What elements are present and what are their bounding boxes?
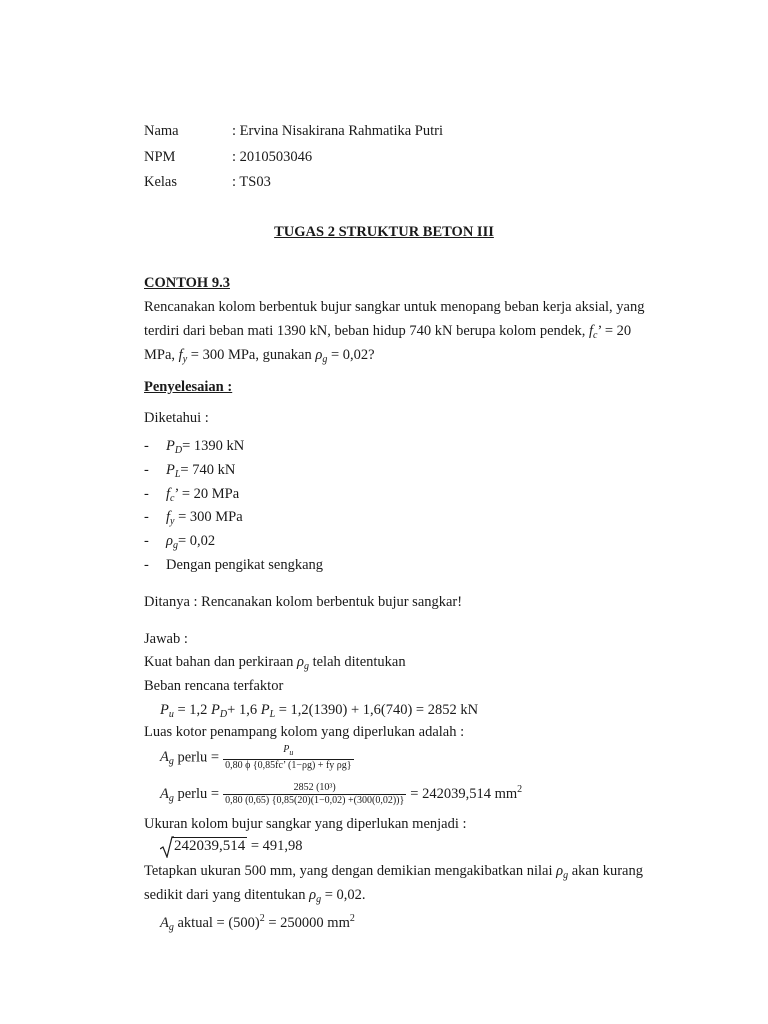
npm-label: NPM <box>144 149 176 165</box>
document-title: TUGAS 2 STRUKTUR BETON III <box>274 224 494 240</box>
problem-line-1 <box>144 298 645 318</box>
given-value: Dengan pengikat sengkang <box>166 556 324 573</box>
answer-text: telah ditentukan <box>308 654 406 670</box>
answer-line-3: Luas kotor penampang kolom yang diperlukan adalah : <box>144 724 465 740</box>
problem-text: = 300 MPa, gunakan <box>187 347 316 363</box>
given-value: = 300 MPa <box>174 509 243 526</box>
given-item <box>166 532 215 553</box>
equation-result: = 242039,514 mm <box>410 785 518 802</box>
bullet-dash: - <box>144 556 149 573</box>
problem-text: terdiri dari beban mati 1390 kN, beban hidup 740 kN berupa kolom pendek, <box>144 323 589 339</box>
problem-line-3 <box>144 346 375 367</box>
equation-ag-numeric: $A_g$ perlu = $\frac{\text{2852 (10³)}}{0,80 (0,65) \{0,85(20)(1-0,02) +(300(0,02))\}}$ = 242039,514 $mm^2$ <box>160 782 523 806</box>
bullet-dash: - <box>144 461 149 478</box>
given-heading: Diketahui : <box>144 410 209 426</box>
given-subscript: D <box>174 445 183 456</box>
equation-factored-load: $P_u = 1,2$ $P_D+ 1,6$ $P_L = 1,2(1390) + 1,6(740) = 2852$ kN <box>160 702 479 720</box>
answer-text: = 0,02. <box>321 887 366 903</box>
fraction: $\frac{P_u}{\text{0,80 ϕ \{0,85fc’ (1−ρg) + fy ρg\}}}$ <box>225 744 352 771</box>
equation-result: = 491,98 <box>247 838 303 854</box>
given-symbol: ρ <box>166 533 173 550</box>
kelas-value: : TS03 <box>232 174 271 190</box>
fc-symbol: $f_c$ <box>588 323 598 341</box>
answer-line-2: Beban rencana terfaktor <box>144 678 284 694</box>
given-value: = 0,02 <box>177 533 216 550</box>
bullet-dash: - <box>144 533 149 550</box>
sqrt-expression <box>160 836 247 857</box>
fraction-denominator: 0,80 ϕ {0,85fc’ (1−ρg) + fy ρg} <box>225 760 352 771</box>
answer-text: Tetapkan ukuran 500 mm, yang dengan demikian mengakibatkan nilai <box>144 863 557 879</box>
given-value: = 740 kN <box>180 461 236 478</box>
npm-value: : 2010503046 <box>232 149 313 165</box>
equation-sqrt <box>160 836 303 857</box>
equation-ag-required: $A_g$ perlu = $\frac{P_u}{\text{0,80 ϕ \{0,85fc’ (1−ρg) + fy ρg\}}}$ <box>160 744 352 771</box>
fy-symbol: $f_y$ <box>178 347 188 365</box>
given-symbol: P <box>166 461 175 478</box>
answer-text: akan kurang <box>568 863 643 879</box>
given-symbol: P <box>166 438 175 454</box>
given-item <box>166 556 323 576</box>
sqrt-argument: 242039,514 <box>174 838 246 854</box>
equation-result: = 1,2(1390) + 1,6(740) = 2852 kN <box>275 702 479 718</box>
fraction-denominator: 0,80 (0,65) {0,85(20)(1−0,02) +(300(0,02))} <box>225 795 405 806</box>
sqrt-icon <box>160 836 174 858</box>
fraction-numerator: 2852 (10³) <box>223 782 406 795</box>
fraction <box>223 782 406 807</box>
problem-text: Rencanakan kolom berbentuk bujur sangkar untuk menopang beban kerja aksial, yang <box>144 299 645 315</box>
given-item <box>166 485 239 506</box>
rho-g-symbol: $\rho_g$ <box>315 347 328 365</box>
given-item <box>166 461 235 482</box>
answer-line-1 <box>144 653 406 674</box>
answer-line-4: Ukuran kolom bujur sangkar yang diperlukan menjadi : <box>144 816 467 832</box>
given-subscript: g <box>172 540 178 552</box>
answer-text: sedikit dari yang ditentukan <box>144 887 310 903</box>
rho-g-symbol: $\rho_g$ <box>556 863 569 881</box>
rho-g-symbol: $\rho_g$ <box>297 654 309 672</box>
example-heading: CONTOH 9.3 <box>144 275 230 291</box>
equation-text: perlu = <box>173 749 220 766</box>
asked-line: Ditanya : Rencanakan kolom berbentuk bujur sangkar! <box>144 594 463 610</box>
answer-line-6 <box>144 886 366 907</box>
given-symbol: f <box>166 485 171 502</box>
kelas-label: Kelas <box>144 174 178 190</box>
bullet-dash: - <box>144 485 149 502</box>
solution-heading: Penyelesaian : <box>144 379 233 395</box>
equation-text: perlu = <box>173 785 220 802</box>
problem-text: ’ = 20 <box>597 323 632 339</box>
given-value: = 1390 kN <box>182 438 245 454</box>
given-subscript: y <box>170 516 175 528</box>
bullet-dash: - <box>144 438 149 454</box>
problem-text: = 0,02? <box>327 347 375 363</box>
given-subscript: L <box>174 468 181 480</box>
answer-heading: Jawab : <box>144 631 188 647</box>
given-value: ’ = 20 MPa <box>174 485 240 502</box>
problem-text: MPa, <box>144 347 179 363</box>
given-item <box>166 437 244 458</box>
problem-line-2 <box>144 322 631 343</box>
equation-result: = 250000 mm <box>264 915 350 931</box>
nama-value: : Ervina Nisakirana Rahmatika Putri <box>232 123 444 139</box>
answer-text: Kuat bahan dan perkiraan <box>144 654 297 670</box>
rho-g-symbol: $\rho_g$ <box>309 887 322 905</box>
equation-text: aktual = (500) <box>173 915 260 931</box>
bullet-dash: - <box>144 509 149 526</box>
nama-label: Nama <box>144 123 179 139</box>
answer-line-5 <box>144 862 643 883</box>
given-symbol: f <box>166 509 171 526</box>
given-subscript: c <box>170 492 175 504</box>
given-item <box>166 508 243 529</box>
equation-ag-actual: $A_g$ aktual = $(500)^2 = 250000$ $mm^2$ <box>160 913 355 933</box>
